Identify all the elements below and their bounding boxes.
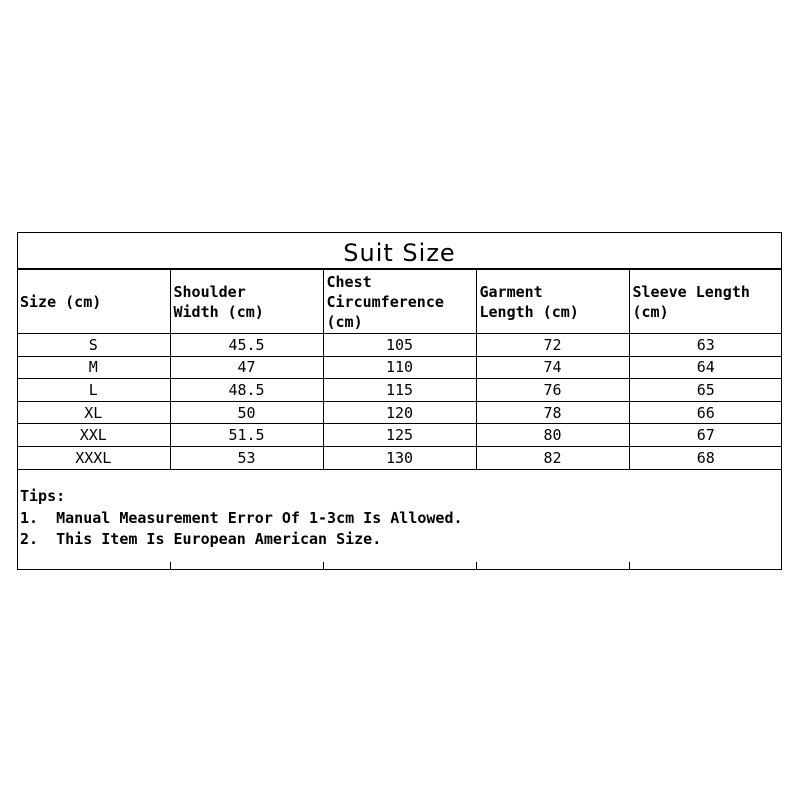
cell-size: L bbox=[17, 379, 170, 402]
cell-shoulder-width: 53 bbox=[170, 446, 323, 469]
tip-item: 2. This Item Is European American Size. bbox=[20, 530, 382, 548]
table-row bbox=[17, 446, 782, 469]
cell-sleeve-length: 67 bbox=[629, 424, 782, 447]
cell-shoulder-width: 48.5 bbox=[170, 379, 323, 402]
cell-chest: 110 bbox=[323, 356, 476, 379]
cell-garment-length: 72 bbox=[476, 334, 629, 357]
header-size: Size (cm) bbox=[17, 270, 170, 334]
cell-size: M bbox=[17, 356, 170, 379]
size-table bbox=[17, 269, 782, 470]
header-garment-length: Garment Length (cm) bbox=[476, 270, 629, 334]
table-row bbox=[17, 424, 782, 447]
cell-shoulder-width: 51.5 bbox=[170, 424, 323, 447]
tip-item: 1. Manual Measurement Error Of 1-3cm Is Allowed. bbox=[20, 508, 463, 527]
cell-sleeve-length: 65 bbox=[629, 379, 782, 402]
cell-garment-length: 82 bbox=[476, 446, 629, 469]
cell-garment-length: 80 bbox=[476, 424, 629, 447]
table-row bbox=[17, 401, 782, 424]
cell-size: XL bbox=[17, 401, 170, 424]
table-row bbox=[17, 334, 782, 357]
cell-garment-length: 78 bbox=[476, 401, 629, 424]
cell-shoulder-width: 47 bbox=[170, 356, 323, 379]
table-row bbox=[17, 379, 782, 402]
column-divider-tick bbox=[323, 562, 324, 570]
cell-chest: 130 bbox=[323, 446, 476, 469]
header-shoulder-width: Shoulder Width (cm) bbox=[170, 270, 323, 334]
cell-shoulder-width: 50 bbox=[170, 401, 323, 424]
table-row bbox=[17, 356, 782, 379]
tips-section bbox=[17, 470, 782, 570]
tips-heading: Tips: bbox=[20, 487, 66, 505]
cell-sleeve-length: 64 bbox=[629, 356, 782, 379]
cell-size: XXL bbox=[17, 424, 170, 447]
header-row bbox=[17, 270, 782, 334]
chart-title: Suit Size bbox=[17, 232, 782, 269]
header-sleeve-length: Sleeve Length (cm) bbox=[629, 270, 782, 334]
cell-shoulder-width: 45.5 bbox=[170, 334, 323, 357]
cell-garment-length: 76 bbox=[476, 379, 629, 402]
size-chart bbox=[17, 232, 782, 570]
cell-garment-length: 74 bbox=[476, 356, 629, 379]
cell-chest: 120 bbox=[323, 401, 476, 424]
cell-sleeve-length: 66 bbox=[629, 401, 782, 424]
column-divider-tick bbox=[476, 562, 477, 570]
cell-chest: 115 bbox=[323, 379, 476, 402]
cell-chest: 125 bbox=[323, 424, 476, 447]
cell-size: XXXL bbox=[17, 446, 170, 469]
column-divider-tick bbox=[629, 562, 630, 570]
cell-sleeve-length: 63 bbox=[629, 334, 782, 357]
cell-chest: 105 bbox=[323, 334, 476, 357]
header-chest-circumference: Chest Circumference (cm) bbox=[323, 270, 476, 334]
cell-sleeve-length: 68 bbox=[629, 446, 782, 469]
column-divider-tick bbox=[170, 562, 171, 570]
cell-size: S bbox=[17, 334, 170, 357]
